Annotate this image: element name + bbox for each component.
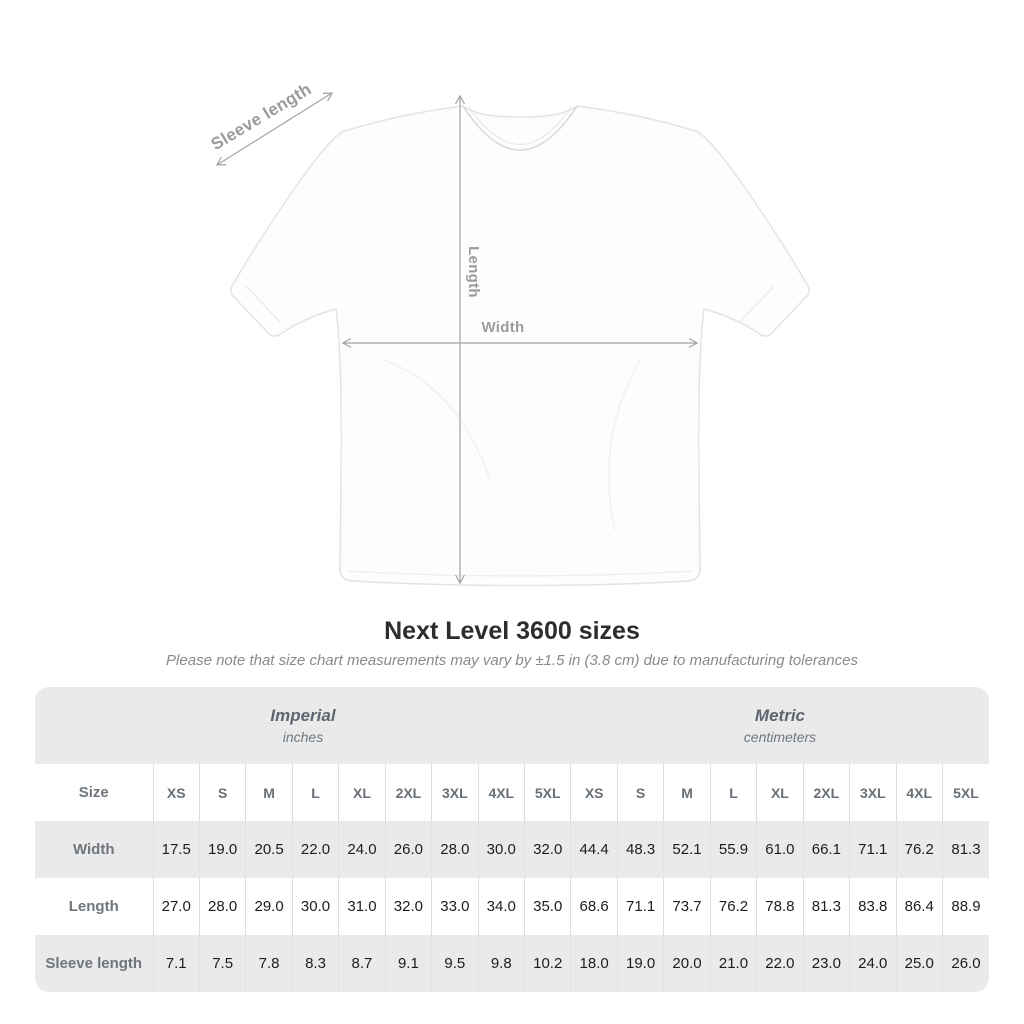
measurement-cell: 30.0 <box>478 821 524 878</box>
measurement-cell: 20.5 <box>246 821 292 878</box>
row-label: Width <box>35 821 153 878</box>
row-label: Length <box>35 878 153 935</box>
measurement-cell: 33.0 <box>432 878 478 935</box>
measurement-cell: 68.6 <box>571 878 617 935</box>
measurement-cell: 71.1 <box>617 878 663 935</box>
measurement-cell: 9.5 <box>432 935 478 992</box>
measurement-cell: 27.0 <box>153 878 199 935</box>
table-row <box>35 935 989 992</box>
measurement-cell: 66.1 <box>803 821 849 878</box>
unit-group-imperial <box>35 687 571 764</box>
measurement-cell: 29.0 <box>246 878 292 935</box>
measurement-cell: 24.0 <box>850 935 896 992</box>
unit-group-metric <box>571 687 989 764</box>
size-header: 2XL <box>803 764 849 821</box>
measurement-cell: 8.7 <box>339 935 385 992</box>
measurement-cell: 17.5 <box>153 821 199 878</box>
row-label: Sleeve length <box>35 935 153 992</box>
size-chart-table <box>35 687 989 992</box>
size-header: S <box>617 764 663 821</box>
measurement-cell: 19.0 <box>617 935 663 992</box>
measurement-cell: 22.0 <box>292 821 338 878</box>
measurement-cell: 52.1 <box>664 821 710 878</box>
size-header: XS <box>571 764 617 821</box>
size-header: 3XL <box>432 764 478 821</box>
tshirt-silhouette <box>231 106 810 586</box>
measurement-cell: 9.1 <box>385 935 431 992</box>
measurement-cell: 35.0 <box>525 878 571 935</box>
size-header: XL <box>757 764 803 821</box>
title-block <box>0 617 1024 669</box>
table-row <box>35 878 989 935</box>
tshirt-illustration <box>170 60 850 605</box>
measurement-cell: 22.0 <box>757 935 803 992</box>
size-chart-table-container <box>35 687 989 992</box>
measurement-cell: 7.5 <box>199 935 245 992</box>
measurement-cell: 32.0 <box>525 821 571 878</box>
measurement-cell: 9.8 <box>478 935 524 992</box>
size-header: XL <box>339 764 385 821</box>
size-header: 4XL <box>896 764 942 821</box>
size-header: M <box>246 764 292 821</box>
measurement-cell: 78.8 <box>757 878 803 935</box>
measurement-cell: 25.0 <box>896 935 942 992</box>
measurement-cell: 83.8 <box>850 878 896 935</box>
size-column-header: Size <box>35 764 153 821</box>
measurement-cell: 31.0 <box>339 878 385 935</box>
size-header: L <box>292 764 338 821</box>
measurement-cell: 76.2 <box>710 878 756 935</box>
size-header: 2XL <box>385 764 431 821</box>
measurement-cell: 73.7 <box>664 878 710 935</box>
measurement-cell: 71.1 <box>850 821 896 878</box>
size-header: 3XL <box>850 764 896 821</box>
unit-group-name: Imperial <box>270 706 336 725</box>
size-header: 5XL <box>525 764 571 821</box>
measurement-cell: 28.0 <box>432 821 478 878</box>
tolerance-note: Please note that size chart measurements may vary by ±1.5 in (3.8 cm) due to manufacturing tolerances <box>166 652 858 669</box>
unit-group-unit: inches <box>282 729 324 745</box>
size-header: M <box>664 764 710 821</box>
size-header: S <box>199 764 245 821</box>
measurement-cell: 30.0 <box>292 878 338 935</box>
measurement-cell: 81.3 <box>803 878 849 935</box>
size-header: 4XL <box>478 764 524 821</box>
measurement-cell: 48.3 <box>617 821 663 878</box>
size-header: XS <box>153 764 199 821</box>
measurement-cell: 8.3 <box>292 935 338 992</box>
length-label: Length <box>465 246 482 298</box>
measurement-cell: 81.3 <box>942 821 989 878</box>
measurement-cell: 21.0 <box>710 935 756 992</box>
unit-group-unit: centimeters <box>743 729 817 745</box>
measurement-cell: 88.9 <box>942 878 989 935</box>
measurement-cell: 61.0 <box>757 821 803 878</box>
tshirt-measurement-diagram <box>170 60 850 605</box>
sleeve-length-arrow <box>217 93 332 165</box>
measurement-cell: 28.0 <box>199 878 245 935</box>
measurement-cell: 26.0 <box>385 821 431 878</box>
unit-group-name: Metric <box>754 706 805 725</box>
measurement-cell: 7.8 <box>246 935 292 992</box>
measurement-cell: 20.0 <box>664 935 710 992</box>
measurement-cell: 23.0 <box>803 935 849 992</box>
page-title: Next Level 3600 sizes <box>384 617 640 645</box>
measurement-cell: 24.0 <box>339 821 385 878</box>
size-header: L <box>710 764 756 821</box>
measurement-cell: 10.2 <box>525 935 571 992</box>
measurement-cell: 26.0 <box>942 935 989 992</box>
measurement-cell: 44.4 <box>571 821 617 878</box>
table-row <box>35 821 989 878</box>
sleeve-length-label: Sleeve length <box>207 79 315 155</box>
measurement-cell: 86.4 <box>896 878 942 935</box>
measurement-cell: 19.0 <box>199 821 245 878</box>
measurement-cell: 32.0 <box>385 878 431 935</box>
measurement-cell: 55.9 <box>710 821 756 878</box>
measurement-cell: 18.0 <box>571 935 617 992</box>
size-header: 5XL <box>942 764 989 821</box>
measurement-cell: 7.1 <box>153 935 199 992</box>
width-label: Width <box>481 319 525 336</box>
measurement-cell: 34.0 <box>478 878 524 935</box>
measurement-cell: 76.2 <box>896 821 942 878</box>
